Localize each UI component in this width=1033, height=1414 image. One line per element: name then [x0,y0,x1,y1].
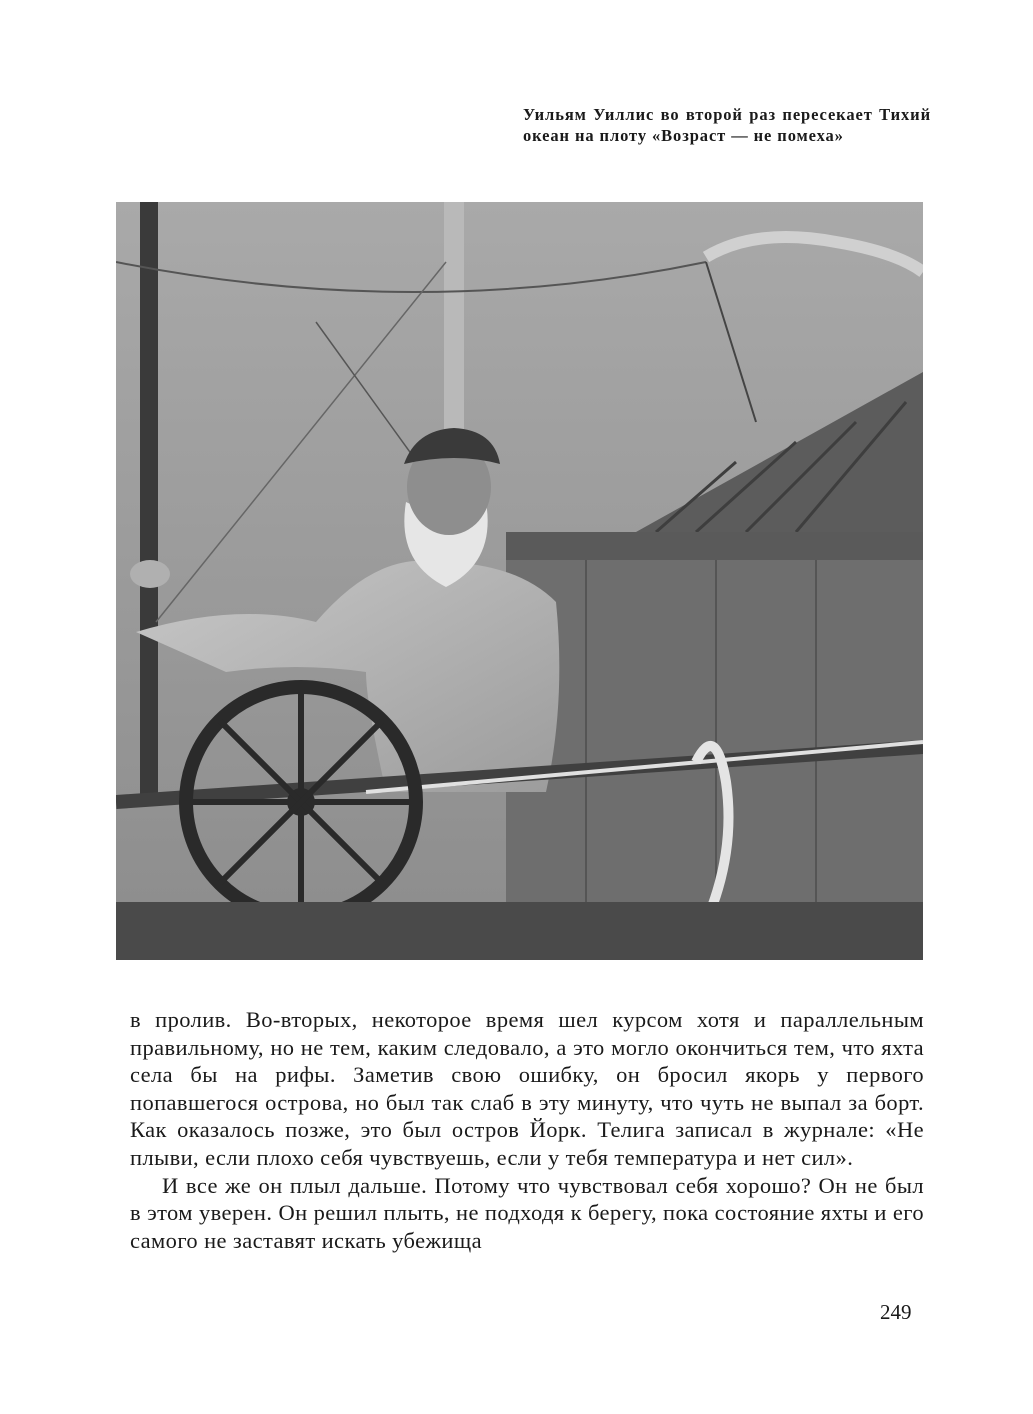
page-number: 249 [880,1300,912,1324]
paragraph: И все же он плыл дальше. Потому что чувствовал себя хорошо? Он не был в этом уверен. Он решил плыть, не подходя к берегу, пока состояние яхты и его самого не заставят искать убежища [130,1172,924,1253]
photo-old-man-at-helm [116,202,923,960]
photo-caption: Уильям Уиллис во второй раз пересекает Тихий океан на плоту «Возраст — не помеха» [523,105,931,145]
main-text [130,1006,924,1254]
paragraph: в пролив. Во-вторых, некоторое время шел курсом хотя и параллельным правильному, но не тем, каким следовало, а это могло окончиться тем, что яхта села бы на рифы. Заметив свою ошибку, он бросил якорь у первого попавшегося острова, но был так слаб в эту минуту, что чуть не выпал за борт. Как оказалось позже, это был остров Йорк. Телига записал в журнале: «Не плыви, если плохо себя чувствуешь, если у тебя температура и нет сил». [130,1007,924,1170]
